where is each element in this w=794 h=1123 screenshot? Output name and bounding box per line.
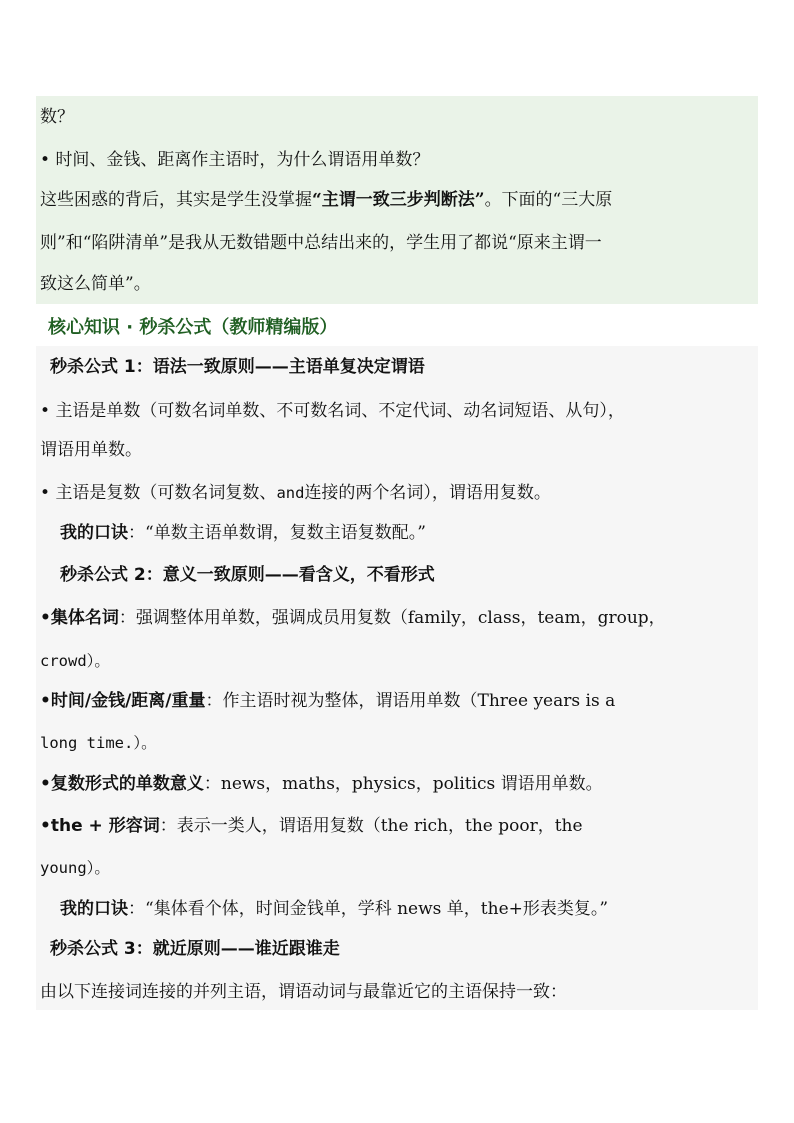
formula-1-title: 秒杀公式 1：语法一致原则——主语单复决定谓语 (50, 357, 425, 377)
formula-2-item-4-cont: young）。 (40, 859, 110, 877)
formula-2-item-3 (40, 773, 603, 795)
intro-para-b: 。下面的“三大原 (484, 190, 613, 210)
intro-line-1: 数？ (40, 107, 74, 127)
mnemonic-label: 我的口诀 (60, 899, 128, 919)
formula-2-item-4-kw: the + 形容词 (50, 816, 160, 836)
formula-1-bullet-2-en: and (276, 484, 305, 502)
formula-2-item-3-kw: 复数形式的单数意义 (50, 774, 204, 794)
formula-1-bullet-1 (40, 400, 625, 422)
formula-3-title: 秒杀公式 3：就近原则——谁近跟谁走 (50, 939, 340, 959)
bullet-icon: • (40, 483, 51, 503)
section-title: 核心知识 · 秒杀公式（教师精编版） (48, 317, 338, 338)
formula-1-bullet-2-suffix: 连接的两个名词），谓语用复数。 (304, 483, 551, 503)
formula-2-item-1-cont: crowd）。 (40, 652, 110, 670)
bullet-icon: • (40, 816, 51, 836)
formula-2-item-1 (40, 607, 666, 629)
intro-para-bold: “主谓一致三步判断法” (312, 190, 485, 210)
bullet-icon: • (40, 774, 51, 794)
formula-2-title: 秒杀公式 2：意义一致原则——看含义，不看形式 (60, 565, 435, 585)
formula-1-mnemonic (60, 522, 426, 544)
formula-2-item-2 (40, 690, 615, 712)
mnemonic-text: ：“集体看个体，时间金钱单，学科 news 单，the+形表类复。” (128, 899, 609, 919)
formula-2-mnemonic (60, 898, 608, 920)
intro-bullet-1-text: 时间、金钱、距离作主语时，为什么谓语用单数？ (55, 150, 430, 170)
intro-para-line-1 (40, 189, 612, 211)
bullet-icon: • (40, 401, 51, 421)
intro-para-line-2: 则”和“陷阱清单”是我从无数错题中总结出来的，学生用了都说“原来主谓一 (40, 233, 602, 253)
formula-2-item-2-text: ：作主语时视为整体，谓语用单数（Three years is a (205, 691, 616, 711)
formula-1-bullet-2 (40, 482, 551, 504)
formula-2-item-4 (40, 815, 583, 837)
bullet-icon: • (40, 150, 51, 170)
formula-2-item-1-kw: 集体名词 (50, 608, 119, 628)
intro-para-a: 这些困惑的背后，其实是学生没掌握 (40, 190, 312, 210)
bullet-icon: • (40, 608, 51, 628)
formula-2-item-3-text: ：news，maths，physics，politics 谓语用单数。 (203, 774, 603, 794)
formula-2-item-2-cont: long time.）。 (40, 734, 157, 752)
formula-2-item-4-text: ：表示一类人，谓语用复数（the rich，the poor，the (159, 816, 583, 836)
intro-bullet-1 (40, 149, 429, 171)
mnemonic-label: 我的口诀 (60, 523, 128, 543)
formula-2-item-2-kw: 时间/金钱/距离/重量 (50, 691, 206, 711)
intro-para-line-3: 致这么简单”。 (40, 274, 151, 294)
mnemonic-text: ：“单数主语单数谓，复数主语复数配。” (128, 523, 426, 543)
formula-1-bullet-1-text: 主语是单数（可数名词单数、不可数名词、不定代词、动名词短语、从句）， (55, 401, 625, 421)
formula-1-bullet-2-prefix: 主语是复数（可数名词复数、 (55, 483, 277, 503)
formula-1-bullet-1-cont: 谓语用单数。 (40, 440, 142, 460)
bullet-icon: • (40, 691, 51, 711)
formula-2-item-1-text: ：强调整体用单数，强调成员用复数（family，class，team，group， (118, 608, 666, 628)
formula-3-desc: 由以下连接词连接的并列主语，谓语动词与最靠近它的主语保持一致： (40, 982, 567, 1002)
